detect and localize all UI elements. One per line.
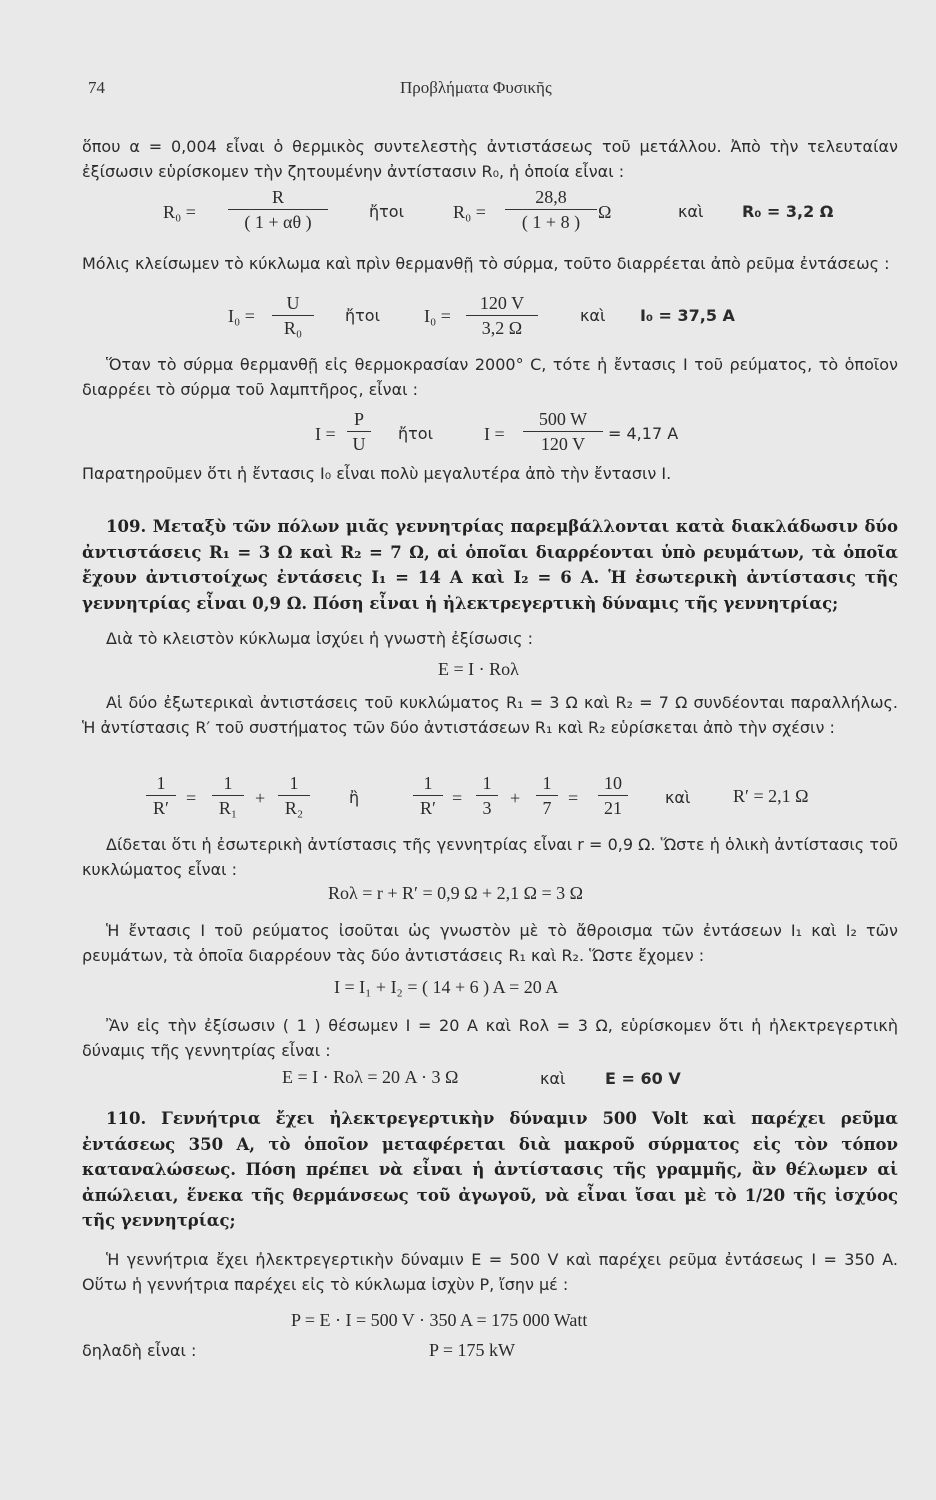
paragraph-8: Ἡ ἔντασις I τοῦ ρεύματος ἰσοῦται ὡς γνωστὸν μὲ τὸ ἄθροισμα τῶν ἐντάσεων I₁ καὶ I₂ τῶν ρευμάτων, τὰ ὁποῖα διαρρέουν τὰς δύο ἀντιστάσεις R₁ καὶ R₂. Ὥστε ἔχομεν : [82,921,898,965]
eq5-c-den: R₂ [284,798,304,818]
eq5-a-den: R′ [153,798,169,818]
eq5-equals: = [186,788,197,808]
eq1-frac1-num: R [228,186,328,210]
eq5-f-num: 1 [536,772,558,796]
eq1-fraction-1 [228,186,328,233]
eq1-fraction-2 [505,186,597,233]
eq5-frac-c [278,772,310,819]
paragraph-3: Ὅταν τὸ σύρμα θερμανθῇ εἰς θερμοκρασίαν 2000° C, τότε ἡ ἔντασις I τοῦ ρεύματος, τὸ ὁποῖον διαρρέει τὸ σύρμα τοῦ λαμπτῆρος, εἶναι : [82,355,898,399]
eq2-kai: καὶ [580,306,606,325]
paragraph-4: Παρατηροῦμεν ὅτι ἡ ἔντασις I₀ εἶναι πολὺ μεγαλυτέρα ἀπὸ τὴν ἔντασιν I. [82,464,672,483]
eq1-unit: Ω [598,202,612,222]
eq1-etoi: ἤτοι [369,202,404,221]
eq3-result: = 4,17 A [608,424,679,443]
eq2-lhs2: I₀ = [424,306,451,326]
eq5-frac-g [598,772,628,819]
eq5-frac-e [476,772,498,819]
paragraph-1: ὅπου α = 0,004 εἶναι ὁ θερμικὸς συντελεστὴς ἀντιστάσεως τοῦ μετάλλου. Ἀπὸ τὴν τελευταίαν ἐξίσωσιν εὑρίσκομεν τὴν ζητουμένην ἀντίστασιν R₀, ἡ ὁποία εἶναι : [82,137,898,181]
eq5-c-num: 1 [278,772,310,796]
eq2-frac2-num: 120 V [466,292,538,316]
eq2-frac2-den: 3,2 Ω [481,318,523,338]
paragraph-7: Δίδεται ὅτι ἡ ἐσωτερικὴ ἀντίστασις τῆς γεννητρίας εἶναι r = 0,9 Ω. Ὥστε ἡ ὁλικὴ ἀντίστασις τοῦ κυκλώματος εἶναι : [82,835,898,879]
eq8-main: E = I · Rολ = 20 A · 3 Ω [282,1067,459,1087]
equation-7: I = I₁ + I₂ = ( 14 + 6 ) A = 20 A [334,977,559,997]
eq1-lhs: R₀ = [163,202,196,222]
problem-110: 110. Γεννήτρια ἔχει ἠλεκτρεγερτικὴν δύναμιν 500 Volt καὶ παρέχει ρεῦμα ἐντάσεως 350 A, τὸ ὁποῖον μεταφέρεται διὰ μακροῦ σύρματος εἰς τὸν τόπον καταναλώσεως. Πόση πρέπει νὰ εἶναι ἡ ἀντίστασις τῆς γραμμῆς, ἂν θέλωμεν αἱ ἀπώλειαι, ἕνεκα τῆς θερμάνσεως τοῦ ἀγωγοῦ, νὰ εἶναι ἴσαι μὲ τὸ 1/20 τῆς ἰσχύος τῆς γεννητρίας; [82,1109,898,1230]
eq3-fraction-1 [347,408,371,455]
eq5-g-num: 10 [598,772,628,796]
eq5-b-num: 1 [212,772,244,796]
paragraph-2: Μόλις κλείσωμεν τὸ κύκλωμα καὶ πρὶν θερμανθῇ τὸ σύρμα, τοῦτο διαρρέεται ἀπὸ ρεῦμα ἐντάσεως : [82,254,890,273]
eq8-result: E = 60 V [605,1069,681,1088]
eq3-lhs: I = [315,424,336,444]
paragraph-5: Διὰ τὸ κλειστὸν κύκλωμα ἰσχύει ἡ γνωστὴ ἐξίσωσις : [106,629,534,648]
eq5-e-den: 3 [482,798,492,818]
eq2-fraction-2 [466,292,538,339]
eq1-kai: καὶ [678,202,704,221]
eq3-frac1-den: U [352,434,366,454]
eq5-frac-d [413,772,443,819]
paragraph-10: Ἡ γεννήτρια ἔχει ἠλεκτρεγερτικὴν δύναμιν E = 500 V καὶ παρέχει ρεῦμα ἐντάσεως I = 350 A. Οὕτω ἡ γεννήτρια παρέχει εἰς τὸ κύκλωμα ἰσχὺν P, ἴσην μέ : [82,1250,898,1294]
eq5-a-num: 1 [146,772,176,796]
eq3-frac2-num: 500 W [523,408,603,432]
eq2-result: I₀ = 37,5 A [640,306,735,325]
eq5-plus-2: + [510,788,521,808]
eq2-fraction-1 [272,292,314,339]
eq2-frac1-den: R₀ [283,318,303,338]
eq2-frac1-num: U [272,292,314,316]
page-number: 74 [88,78,105,97]
eq1-result: R₀ = 3,2 Ω [742,202,834,221]
eq1-frac2-den: ( 1 + 8 ) [521,212,581,232]
eq5-e-num: 1 [476,772,498,796]
paragraph-6: Αἱ δύο ἐξωτερικαὶ ἀντιστάσεις τοῦ κυκλώματος R₁ = 3 Ω καὶ R₂ = 7 Ω συνδέονται παραλλήλως. Ἡ ἀντίστασις R′ τοῦ συστήματος τῶν δύο ἀντιστάσεων R₁ καὶ R₂ εὑρίσκεται ἀπὸ τὴν σχέσιν : [82,693,898,737]
eq5-plus: + [255,788,266,808]
eq5-frac-f [536,772,558,819]
eq2-etoi: ἤτοι [345,306,380,325]
paragraph-11-label: δηλαδὴ εἶναι : [82,1341,197,1360]
eq3-etoi: ἤτοι [398,424,433,443]
eq5-equals-3: = [568,788,579,808]
equation-4: E = I · Rολ [438,659,519,679]
eq5-result: R′ = 2,1 Ω [733,786,809,806]
eq5-kai: καὶ [665,788,691,807]
equation-6: Rολ = r + R′ = 0,9 Ω + 2,1 Ω = 3 Ω [328,883,584,903]
eq8-kai: καὶ [540,1069,566,1088]
eq1-lhs2: R₀ = [453,202,486,222]
eq5-d-num: 1 [413,772,443,796]
paragraph-9: Ἂν εἰς τὴν ἐξίσωσιν ( 1 ) θέσωμεν I = 20 A καὶ Rολ = 3 Ω, εὑρίσκομεν ὅτι ἡ ἠλεκτρεγερτικὴ δύναμις τῆς γεννητρίας εἶναι : [82,1016,898,1060]
eq2-lhs: I₀ = [228,306,255,326]
eq5-h: ἢ [349,788,360,807]
eq5-frac-a [146,772,176,819]
problem-109: 109. Μεταξὺ τῶν πόλων μιᾶς γεννητρίας παρεμβάλλονται κατὰ διακλάδωσιν δύο ἀντιστάσεις R₁ = 3 Ω καὶ R₂ = 7 Ω, αἱ ὁποῖαι διαρρέονται ὑπὸ ρευμάτων, τὰ ὁποῖα ἔχουν ἀντιστοίχως ἐντάσεις I₁ = 14 A καὶ I₂ = 6 A. Ἡ ἐσωτερικὴ ἀντίστασις τῆς γεννητρίας εἶναι 0,9 Ω. Πόση εἶναι ἡ ἠλεκτρεγερτικὴ δύναμις τῆς γεννητρίας; [82,517,898,613]
eq3-frac1-num: P [347,408,371,432]
eq5-b-den: R₁ [218,798,238,818]
eq5-f-den: 7 [542,798,552,818]
running-title: Προβλήματα Φυσικῆς [400,78,552,97]
eq5-g-den: 21 [604,798,622,818]
eq1-frac2-num: 28,8 [505,186,597,210]
eq1-frac1-den: ( 1 + αθ ) [244,212,312,232]
eq3-lhs2: I = [484,424,505,444]
eq5-frac-b [212,772,244,819]
eq5-equals-2: = [452,788,463,808]
equation-9: P = E · I = 500 V · 350 A = 175 000 Watt [291,1310,588,1330]
eq3-fraction-2 [523,408,603,455]
equation-10: P = 175 kW [429,1340,515,1360]
eq5-d-den: R′ [420,798,436,818]
eq3-frac2-den: 120 V [540,434,586,454]
